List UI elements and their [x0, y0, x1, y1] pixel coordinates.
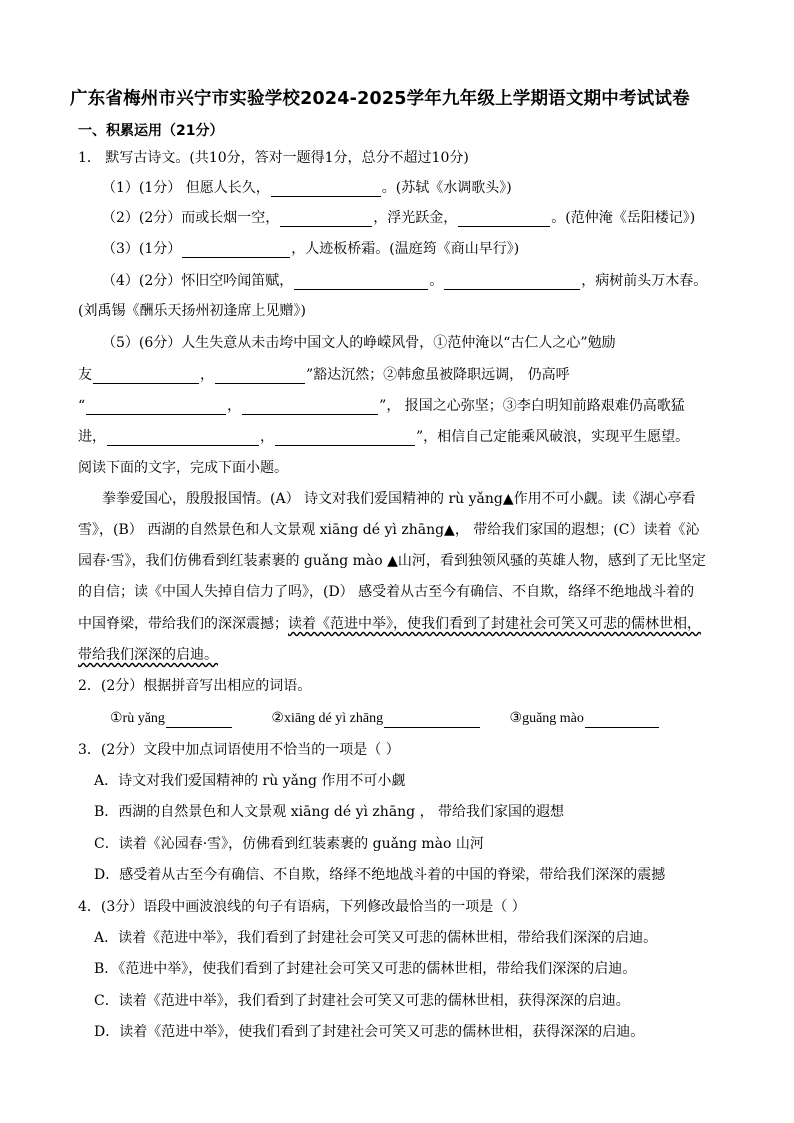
q1-sub3-text: ，人迹板桥霜。(温庭筠《商山早行》) [291, 241, 520, 257]
text: ， [260, 429, 274, 445]
answer-blank[interactable] [215, 368, 305, 384]
q1-heading: 1． 默写古诗文。(共10分，答对一题得1分，总分不超过10分) [78, 150, 469, 166]
q1-sub4-end: ，病树前头万木春。 [581, 273, 708, 289]
answer-blank[interactable] [182, 242, 290, 258]
q1-sub1 [102, 179, 512, 197]
q1-sub4-mid: 。 [429, 273, 444, 289]
answer-blank[interactable] [458, 211, 550, 227]
q2-option-1: ①rù yǎng [110, 711, 165, 726]
reading-intro: 阅读下面的文字，完成下面小题。 [78, 460, 288, 476]
answer-blank[interactable] [280, 211, 372, 227]
q1-sub5-line4 [78, 428, 689, 446]
text: 进， [78, 429, 106, 445]
q1-sub3-num: （3）(1分） [102, 241, 182, 257]
q2-option-2: ②xiāng dé yì zhāng [271, 711, 384, 726]
q4-option-d: D．读着《范进中举》，使我们看到了封建社会可笑又可悲的儒林世相，获得深深的启迪。 [94, 1024, 645, 1040]
answer-blank[interactable] [294, 274, 428, 290]
answer-blank[interactable] [93, 368, 199, 384]
q1-sub2-mid: ，浮光跃金， [373, 210, 458, 226]
q1-sub1-source: 。(苏轼《水调歌头》) [381, 180, 512, 196]
answer-blank[interactable] [107, 430, 259, 446]
page-title: 广东省梅州市兴宁市实验学校2024-2025学年九年级上学期语文期中考试试卷 [70, 89, 690, 109]
q1-sub4-source: (刘禹锡《酬乐天扬州初逢席上见赠》) [78, 303, 306, 319]
q4-option-b: B．《范进中举》，使我们看到了封建社会可笑又可悲的儒林世相，带给我们深深的启迪。 [94, 961, 637, 977]
text: “ [78, 398, 86, 414]
wavy-underlined-sentence: 带给我们深深的启迪。 [78, 647, 218, 663]
answer-blank[interactable] [166, 712, 232, 728]
q4-option-a: A．读着《范进中举》，我们看到了封建社会可笑又可悲的儒林世相，带给我们深深的启迪。 [94, 930, 658, 946]
text: ”， 报国之心弥坚；③李白明知前路艰难仍高歌猛 [379, 398, 685, 414]
q4-option-c: C．读着《范进中举》，我们看到了封建社会可笑又可悲的儒林世相，获得深深的启迪。 [94, 993, 630, 1009]
q3-option-b: B．西湖的自然景色和人文景观 xiāng dé yì zhāng ， 带给我们家国的遐想 [94, 804, 565, 820]
q2-heading: 2．(2分）根据拼音写出相应的词语。 [78, 678, 312, 694]
answer-blank[interactable] [384, 712, 480, 728]
q2-option-3: ③guǎng mào [509, 711, 584, 726]
q1-sub2-source: 。(范仲淹《岳阳楼记》) [551, 210, 696, 226]
answer-blank[interactable] [271, 181, 381, 197]
answer-blank[interactable] [242, 399, 378, 415]
section-heading: 一、积累运用（21分） [78, 123, 224, 139]
q1-sub4 [102, 272, 707, 290]
q3-heading: 3．(2分）文段中加点词语使用不恰当的一项是（ ） [78, 742, 400, 758]
text: ， [227, 398, 242, 414]
text: 友 [78, 367, 92, 383]
text: ”豁达沉然；②韩愈虽被降职远调， 仍高呼 [306, 367, 570, 383]
q1-sub5-line1: （5）(6分）人生失意从未击垮中国文人的峥嵘风骨，①范仲淹以“古仁人之心”勉励 [102, 335, 616, 351]
q1-sub5-line2 [78, 366, 570, 384]
answer-blank[interactable] [444, 274, 580, 290]
passage-line: 雪》，(B） 西湖的自然景色和人文景观 xiāng dé yì zhāng▲， 带给我们家国的遐想；(C）读着《沁 [78, 522, 700, 538]
q3-option-c: C．读着《沁园春·雪》，仿佛看到红装素裹的 guǎng mào 山河 [94, 836, 484, 852]
text: ， [200, 367, 214, 383]
q1-sub3 [102, 240, 519, 258]
passage-text: 中国脊梁，带给我们的深深震撼； [78, 616, 288, 632]
text: ”，相信自己定能乘风破浪，实现平生愿望。 [416, 429, 690, 445]
passage-line: 拳拳爱国心，殷殷报国情。(A） 诗文对我们爱国精神的 rù yǎng▲作用不可小觑。读《湖心亭看 [102, 491, 696, 507]
answer-blank[interactable] [86, 399, 226, 415]
passage-line: 的自信；读《中国人失掉自信力了吗》，(D） 感受着从古至今有确信、不自欺，络绎不绝地战斗着的 [78, 584, 695, 600]
q3-option-a: A．诗文对我们爱国精神的 rù yǎng 作用不可小觑 [94, 773, 406, 789]
wavy-underlined-sentence: 读着《范进中举》，使我们看到了封建社会可笑又可悲的儒林世相， [288, 616, 701, 632]
q1-sub2 [102, 209, 695, 227]
q4-heading: 4．(3分）语段中画波浪线的句子有语病，下列修改最恰当的一项是（ ） [78, 899, 526, 915]
q1-sub5-line3 [78, 397, 685, 415]
q3-option-d: D．感受着从古至今有确信、不自欺，络绎不绝地战斗着的中国的脊梁，带给我们深深的震撼 [94, 867, 666, 883]
q2-options [110, 709, 660, 728]
q1-sub1-text: （1）(1分） 但愿人长久， [102, 180, 270, 196]
answer-blank[interactable] [585, 712, 659, 728]
answer-blank[interactable] [275, 430, 415, 446]
passage-line: 园春·雪》，我们仿佛看到红装素裹的 guǎng mào ▲山河，看到独领风骚的英雄人物，感到了无比坚定 [78, 553, 706, 569]
q1-sub2-text: （2）(2分）而或长烟一空， [102, 210, 280, 226]
q1-sub4-text: （4）(2分）怀旧空吟闻笛赋， [102, 273, 294, 289]
passage-line [78, 615, 701, 633]
